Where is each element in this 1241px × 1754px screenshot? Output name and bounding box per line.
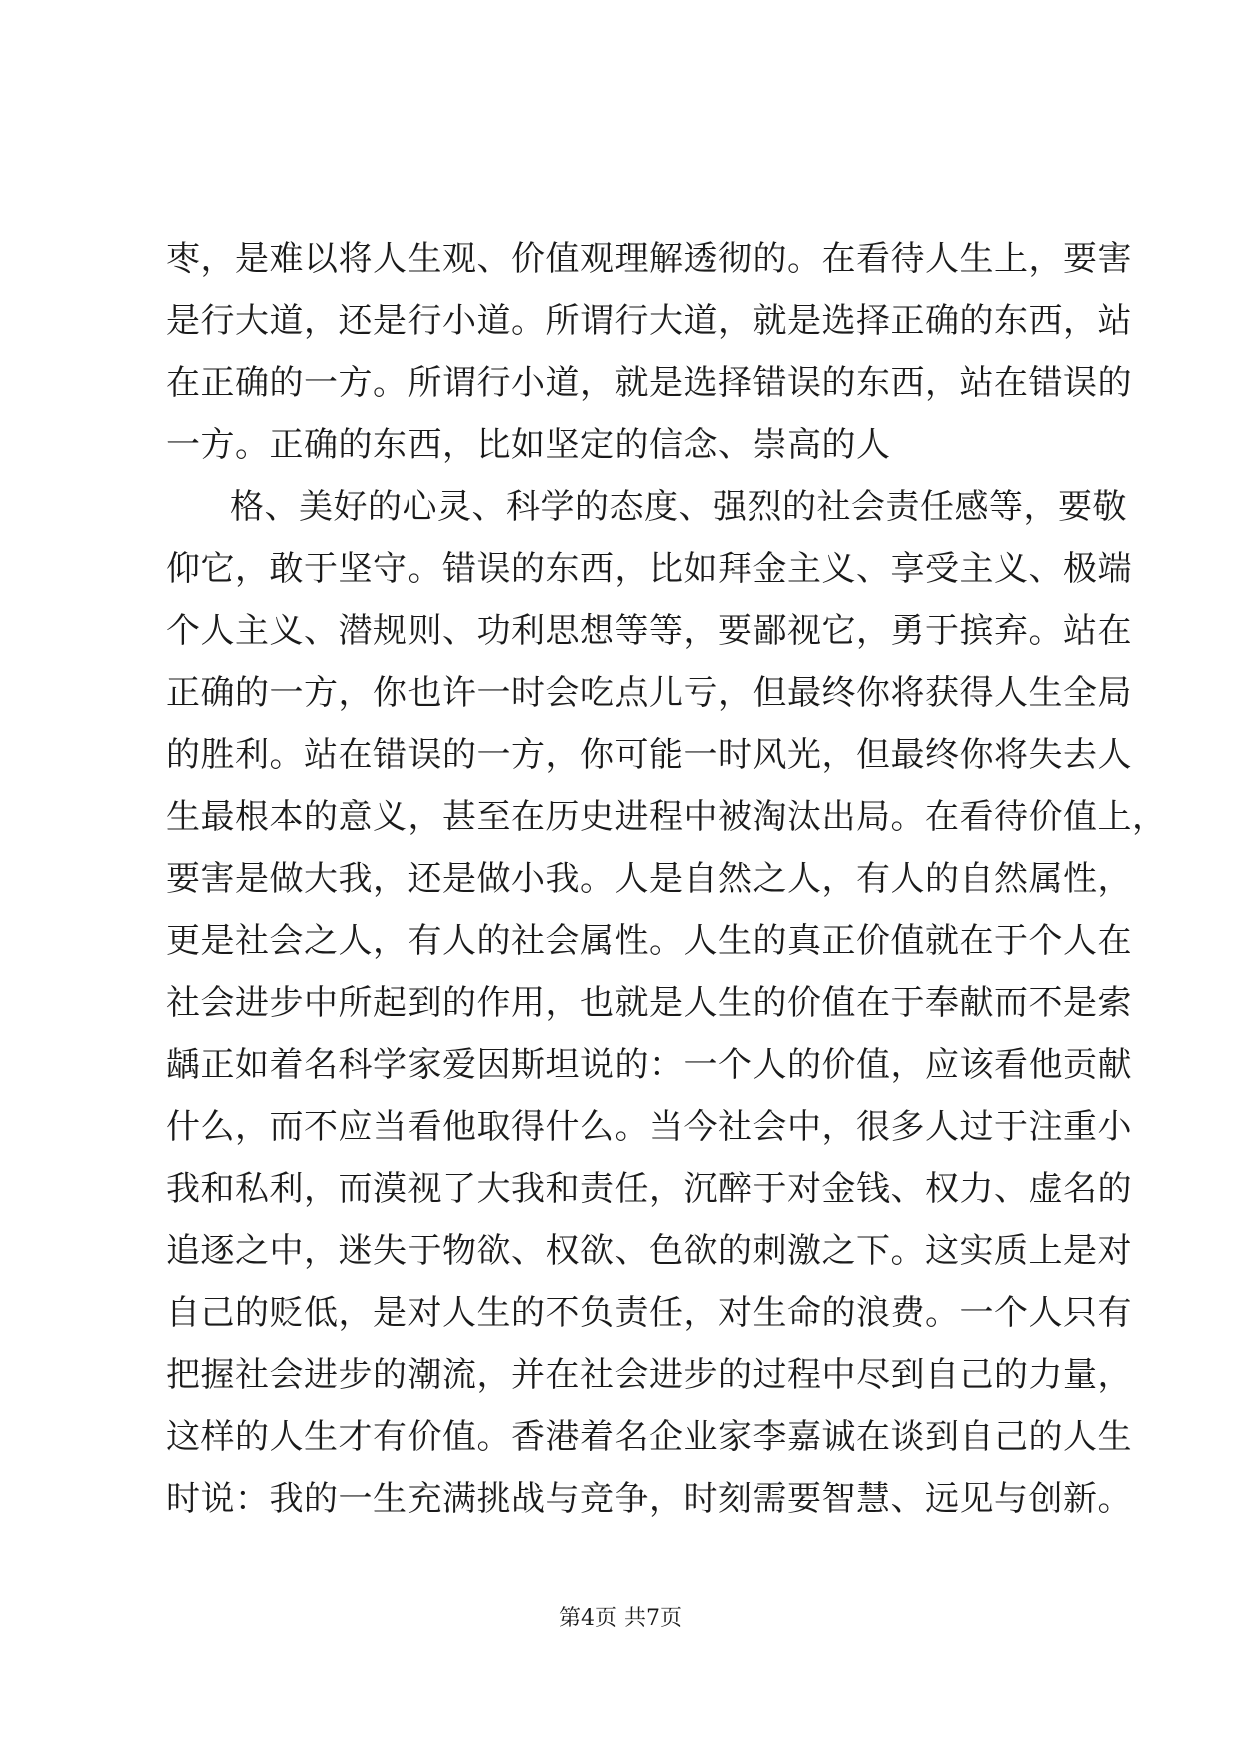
text-line: 枣，是难以将人生观、价值观理解透彻的。在看待人生上，要害: [166, 239, 1132, 279]
body-text: [166, 228, 1167, 1530]
text-line: 的胜利。站在错误的一方，你可能一时风光，但最终你将失去人: [166, 735, 1132, 775]
page-number-label: 第4页 共7页: [559, 1606, 682, 1631]
text-line: 一方。正确的东西，比如坚定的信念、崇高的人: [166, 425, 891, 465]
page-footer: [0, 1604, 1241, 1634]
text-line: 龋正如着名科学家爱因斯坦说的：一个人的价值，应该看他贡献: [166, 1045, 1132, 1085]
text-line: 个人主义、潜规则、功利思想等等，要鄙视它，勇于摈弃。站在: [166, 611, 1132, 651]
text-line: 时说：我的一生充满挑战与竞争，时刻需要智慧、远见与创新。: [166, 1479, 1132, 1519]
text-line: 生最根本的意义，甚至在历史进程中被淘汰出局。在看待价值上，: [166, 797, 1167, 837]
text-line: 我和私利，而漠视了大我和责任，沉醉于对金钱、权力、虚名的: [166, 1169, 1132, 1209]
text-line: 在正确的一方。所谓行小道，就是选择错误的东西，站在错误的: [166, 363, 1132, 403]
text-line: 要害是做大我，还是做小我。人是自然之人，有人的自然属性，: [166, 859, 1132, 899]
text-line: 是行大道，还是行小道。所谓行大道，就是选择正确的东西，站: [166, 301, 1132, 341]
text-line: 什么，而不应当看他取得什么。当今社会中，很多人过于注重小: [166, 1107, 1132, 1147]
text-line: 社会进步中所起到的作用，也就是人生的价值在于奉献而不是索: [166, 983, 1132, 1023]
text-line: 正确的一方，你也许一时会吃点儿亏，但最终你将获得人生全局: [166, 673, 1132, 713]
text-line: 这样的人生才有价值。香港着名企业家李嘉诚在谈到自己的人生: [166, 1417, 1132, 1457]
text-line: 自己的贬低，是对人生的不负责任，对生命的浪费。一个人只有: [166, 1293, 1132, 1333]
text-line: 仰它，敢于坚守。错误的东西，比如拜金主义、享受主义、极端: [166, 549, 1132, 589]
text-line: 把握社会进步的潮流，并在社会进步的过程中尽到自己的力量，: [166, 1355, 1132, 1395]
text-line: 追逐之中，迷失于物欲、权欲、色欲的刺激之下。这实质上是对: [166, 1231, 1132, 1271]
text-line-indented: 格、美好的心灵、科学的态度、强烈的社会责任感等，要敬: [230, 487, 1127, 527]
text-line: 更是社会之人，有人的社会属性。人生的真正价值就在于个人在: [166, 921, 1132, 961]
